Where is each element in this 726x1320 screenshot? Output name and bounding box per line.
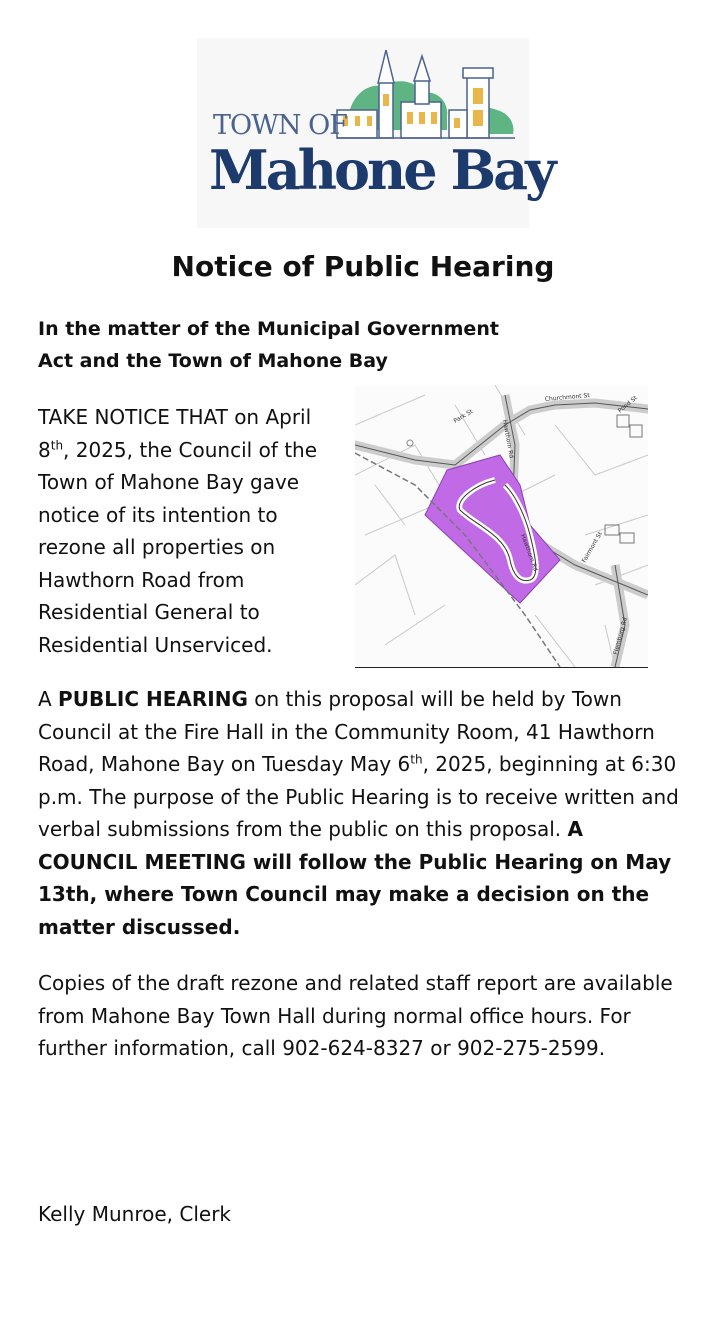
take-notice-after-date: , 2025, the Council of the Town of Mahone Bay gave notice of its intention to rezone all properties on Hawthorn Road from Residential General to Residential Unserviced. [38, 437, 318, 657]
hearing-text-after-date: , 2025, beginning at 6:30 p.m. The purpose of the Public Hearing is to receive written and verbal submissions from the public on this proposal. [38, 752, 679, 841]
map-label-pond: Pond St [616, 394, 639, 415]
logo-town-of: TOWN OF [213, 110, 347, 141]
subtitle-line-1: In the matter of the Municipal Government [38, 318, 499, 340]
hearing-lead: A [38, 687, 59, 711]
map-label-hawthorn-south: Hawthorn Rd [519, 533, 540, 573]
map-label-hawthorn-north: Hawthorn Rd [501, 419, 515, 459]
page-title: Notice of Public Hearing [171, 250, 555, 283]
take-notice-date-suffix: th [50, 437, 64, 452]
parcel-map-drawing [355, 385, 648, 667]
take-notice-paragraph [38, 401, 338, 661]
hearing-text-before-date: on this proposal will be held by Town Council at the Fire Hall in the Community Room, 41 Hawthorn Road, Mahone Bay on Tuesday May 6 [38, 687, 655, 776]
council-meeting-note: A COUNCIL MEETING will follow the Public Hearing on May 13th, where Town Council may make a decision on the matter discussed. [38, 817, 672, 939]
copies-paragraph: Copies of the draft rezone and related staff report are available from Mahone Bay Town Hall during normal office hours. For further information, call 902-624-8327 or 902-275-2599. [38, 971, 673, 1060]
hearing-bold-phrase: PUBLIC HEARING [58, 687, 248, 711]
rezoning-map [355, 385, 648, 668]
notice-subtitle [38, 313, 558, 377]
clerk-signature: Kelly Munroe, Clerk [38, 1202, 232, 1226]
town-logo [197, 38, 554, 228]
map-label-flemburg: Flemburg Rd [612, 616, 629, 656]
public-hearing-paragraph [38, 683, 688, 943]
hearing-date-suffix: th [410, 752, 423, 767]
map-label-churchmont: Churchmont St [544, 392, 590, 403]
take-notice-before-date: TAKE NOTICE THAT on April 8 [38, 405, 312, 462]
logo-town-name: Mahone Bay [209, 138, 554, 202]
map-label-fairmont: Fairmont St [580, 530, 604, 564]
subtitle-line-2: Act and the Town of Mahone Bay [38, 350, 388, 372]
map-label-park: Park St [452, 408, 475, 425]
